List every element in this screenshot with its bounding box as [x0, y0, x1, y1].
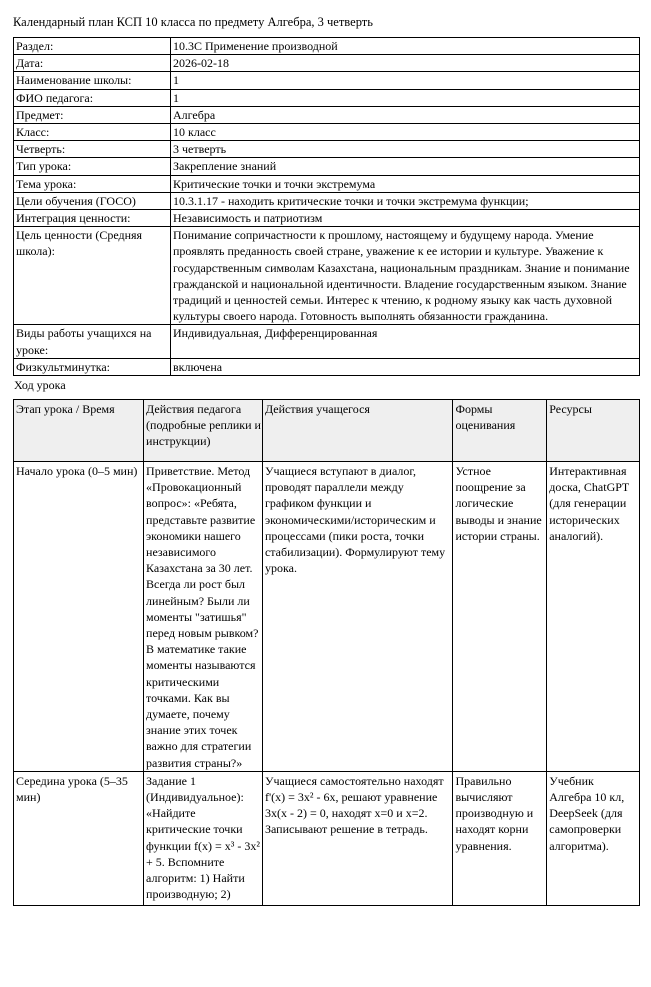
stage-text: Середина урока (5–35 мин) [16, 773, 128, 805]
info-value: включена [171, 358, 640, 375]
resources-text: Учебник Алгебра 10 кл, DeepSeek (для самопроверки алгоритма). [549, 773, 625, 853]
info-row-quarter [14, 141, 640, 158]
info-label: ФИО педагога: [14, 89, 171, 106]
info-row-teacher [14, 89, 640, 106]
info-row-subject [14, 106, 640, 123]
info-value: Независимость и патриотизм [171, 210, 640, 227]
teacher-actions-cell [144, 771, 263, 905]
info-label: Предмет: [14, 106, 171, 123]
info-row-lesson-type [14, 158, 640, 175]
info-value: 10.3.1.17 - находить критические точки и точки экстремума функции; [171, 192, 640, 209]
student-actions-text: Учащиеся самостоятельно находят f'(x) = 3x² - 6x, решают уравнение 3x(x - 2) = 0, находят x=0 и x=2. Записывают решение в тетрадь. [264, 773, 444, 837]
info-row-date [14, 55, 640, 72]
info-row-work-types [14, 325, 640, 358]
info-row-school [14, 72, 640, 89]
info-value: Критические точки и точки экстремума [171, 175, 640, 192]
info-value: Закрепление знаний [171, 158, 640, 175]
info-label: Дата: [14, 55, 171, 72]
info-label: Цель ценности (Средняя школа): [14, 227, 171, 325]
stage-cell: Начало урока (0–5 мин) [14, 462, 144, 772]
student-actions-cell: Учащиеся вступают в диалог, проводят параллели между графиком функции и экономическими/историческим и процессами (пики роста, точки стабилизации). Формулируют тему урока. [262, 462, 453, 772]
table-header-row [14, 400, 640, 462]
document-title: Календарный план КСП 10 класса по предмету Алгебра, 3 четверть [13, 15, 373, 29]
info-value: Понимание сопричастности к прошлому, настоящему и будущему народа. Умение проявлять преданность своей стране, уважение к ее истории и культуре. Уважение к государственным символам Казахстана, национальным праздникам. Знание и понимание гражданской и национальной идентичности. Владение государственным языком. Знание традиций и ценностей семьи. Интерес к чтению, к родному языку как часть духовной культуры своего народа. Готовность выполнять обязанности гражданина. [171, 227, 640, 325]
lesson-flow-heading: Ход урока [14, 378, 66, 392]
assessment-cell [453, 771, 547, 905]
info-row-topic [14, 175, 640, 192]
resources-cell [547, 771, 640, 905]
info-label: Интеграция ценности: [14, 210, 171, 227]
info-value: 10.3С Применение производной [171, 38, 640, 55]
table-row [14, 462, 640, 772]
column-header-student: Действия учащегося [262, 400, 453, 462]
info-label: Тип урока: [14, 158, 171, 175]
column-header-stage: Этап урока / Время [14, 400, 144, 462]
teacher-actions-cell: Приветствие. Метод «Провокационный вопрос»: «Ребята, представьте развитие экономики нашего независимого Казахстана за 30 лет. Всегда ли рост был линейным? Были ли моменты "затишья" перед новым рывком? В математике такие моменты называются критическими точками. Как вы думаете, почему знание этих точек важно для стратегии развития страны?» [144, 462, 263, 772]
lesson-info-table [13, 37, 640, 376]
info-value: 3 четверть [171, 141, 640, 158]
info-row-section [14, 38, 640, 55]
info-value: 2026-02-18 [171, 55, 640, 72]
table-row [14, 771, 640, 905]
info-row-value-goal [14, 227, 640, 325]
info-label: Физкультминутка: [14, 358, 171, 375]
info-value: 1 [171, 72, 640, 89]
assessment-text: Правильно вычисляют производную и находят корни уравнения. [455, 773, 534, 853]
stage-cell [14, 771, 144, 905]
info-label: Тема урока: [14, 175, 171, 192]
info-row-value-integration [14, 210, 640, 227]
column-header-resources: Ресурсы [547, 400, 640, 462]
lesson-flow-table [13, 399, 640, 906]
info-label: Класс: [14, 124, 171, 141]
info-value: Индивидуальная, Дифференцированная [171, 325, 640, 358]
info-label: Цели обучения (ГОСО) [14, 192, 171, 209]
column-header-assessment: Формы оценивания [453, 400, 547, 462]
info-value: 1 [171, 89, 640, 106]
column-header-teacher: Действия педагога (подробные реплики и инструкции) [144, 400, 263, 462]
assessment-cell: Устное поощрение за логические выводы и знание истории страны. [453, 462, 547, 772]
resources-cell: Интерактивная доска, ChatGPT (для генерации исторических аналогий). [547, 462, 640, 772]
info-row-objectives [14, 192, 640, 209]
info-label: Четверть: [14, 141, 171, 158]
teacher-actions-text: Задание 1 (Индивидуальное): «Найдите критические точки функции f(x) = x³ - 3x² + 5. Вспомните алгоритм: 1) Найти производную; 2) [146, 773, 260, 902]
info-row-class [14, 124, 640, 141]
info-value: 10 класс [171, 124, 640, 141]
info-label: Виды работы учащихся на уроке: [14, 325, 171, 358]
info-label: Раздел: [14, 38, 171, 55]
info-label: Наименование школы: [14, 72, 171, 89]
info-row-physical-break [14, 358, 640, 375]
student-actions-cell [262, 771, 453, 905]
info-value: Алгебра [171, 106, 640, 123]
